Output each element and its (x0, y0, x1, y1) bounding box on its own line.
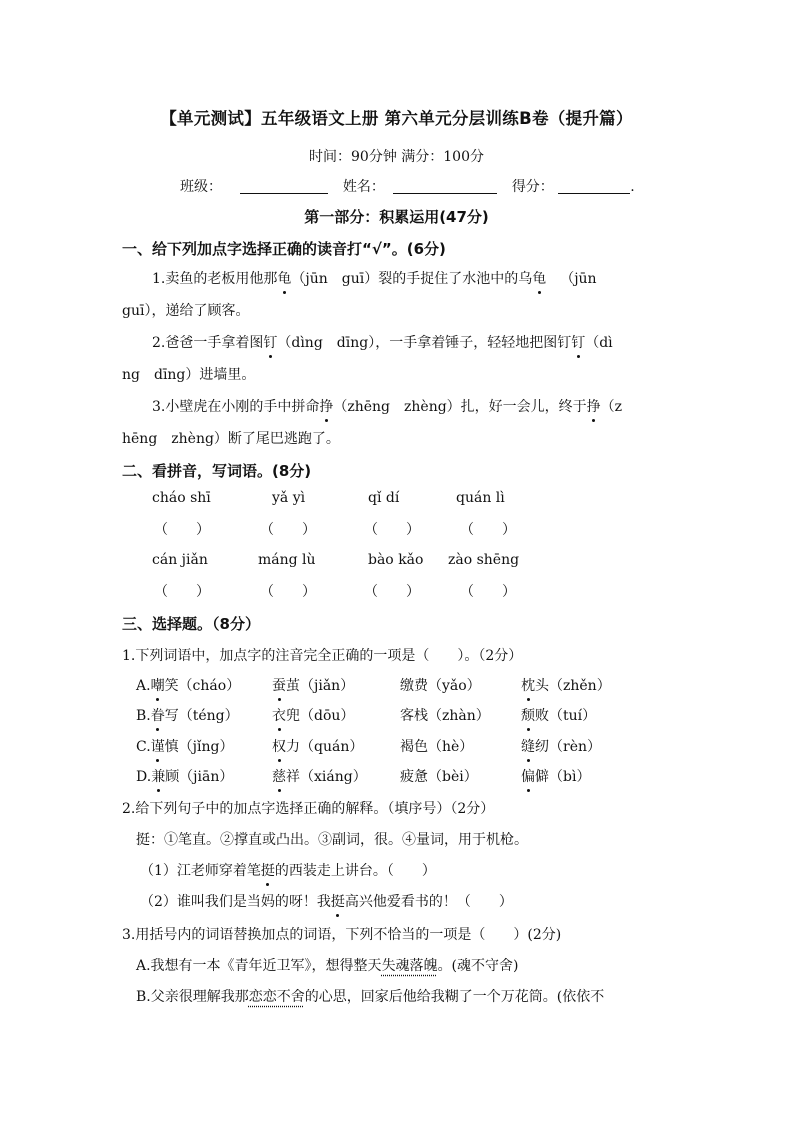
name-field[interactable] (393, 179, 497, 194)
pinyin-2: yǎ yì (272, 490, 306, 506)
option-a: A.嘲笑（cháo） (136, 675, 240, 695)
pinyin-7: bào kǎo (368, 552, 424, 568)
q1-item3-line2: hēng zhèng）断了尾巴逃跑了。 (122, 431, 340, 447)
q1-item2-line2: ng dīng）进墙里。 (122, 367, 256, 383)
q1-item2-line1: 2.爸爸一手拿着图钉（dìng dīng），一手拿着锤子，轻轻地把图钉钉（dì (152, 332, 613, 352)
class-field[interactable] (240, 179, 328, 194)
option-b: B.眷写（téng） (136, 705, 239, 725)
q1-item1-line2: guī），递给了顾客。 (122, 303, 250, 319)
q3-sub1: 1.下列词语中，加点字的注音完全正确的一项是（ ）。（2分） (122, 648, 523, 664)
q1-item1-line1: 1.卖鱼的老板用他那龟（jūn guī）裂的手捉住了水池中的乌龟 （jūn (152, 268, 597, 288)
q3-sub2-item1: （1）江老师穿着笔挺的西装走上讲台。（ ） (140, 860, 436, 880)
answer-box-1[interactable]: （ ） (154, 522, 210, 538)
score-field[interactable] (558, 179, 630, 194)
answer-box-5[interactable]: （ ） (154, 584, 210, 600)
q3-sub3: 3.用括号内的词语替换加点的词语，下列不恰当的一项是（ ）(2分) (122, 927, 562, 943)
page-title: 【单元测试】五年级语文上册 第六单元分层训练B卷（提升篇） (160, 109, 633, 128)
score-label: 得分： (511, 179, 554, 195)
q3-sub2: 2.给下列句子中的加点字选择正确的解释。（填序号）（2分） (122, 801, 495, 817)
option-c: C.谨慎（jǐng） (136, 736, 233, 756)
pinyin-3: qǐ dí (368, 490, 400, 506)
answer-box-6[interactable]: （ ） (260, 584, 316, 600)
q3-sub2-definitions: 挺：①笔直。②撑直或凸出。③副词，很。④量词，用于机枪。 (136, 832, 528, 848)
answer-box-2[interactable]: （ ） (260, 522, 316, 538)
student-info-line: 班级： 姓名： 得分： . (180, 179, 635, 195)
pinyin-8: zào shēng (448, 552, 520, 568)
pinyin-6: máng lù (258, 552, 316, 568)
pinyin-1: cháo shī (152, 490, 211, 506)
class-label: 班级： (180, 179, 222, 195)
q1-item3-line1: 3.小壁虎在小刚的手中拼命挣（zhēng zhèng）扎，好一会儿，终于挣（z (152, 396, 622, 416)
q3-sub3-option-a: A.我想有一本《青年近卫军》，想得整天失魂落魄。(魂不守舍) (136, 958, 519, 974)
part-one-heading: 第一部分：积累运用(47分) (304, 208, 489, 226)
name-label: 姓名： (342, 179, 385, 195)
q2-heading: 二、看拼音，写词语。(8分) (122, 462, 312, 480)
pinyin-4: quán lì (456, 490, 505, 506)
answer-box-4[interactable]: （ ） (460, 522, 516, 538)
q3-heading: 三、选择题。（8分） (122, 615, 260, 633)
answer-box-8[interactable]: （ ） (460, 584, 516, 600)
pinyin-5: cán jiǎn (152, 552, 208, 568)
q1-heading: 一、给下列加点字选择正确的读音打“√”。(6分) (122, 240, 446, 258)
time-score-info: 时间：90分钟 满分：100分 (309, 149, 484, 165)
option-d: D.兼顾（jiān） (136, 766, 233, 786)
answer-box-7[interactable]: （ ） (364, 584, 420, 600)
answer-box-3[interactable]: （ ） (364, 522, 420, 538)
q3-sub3-option-b: B.父亲很理解我那恋恋不舍的心思，回家后他给我糊了一个万花筒。(依依不 (136, 989, 605, 1005)
q3-sub2-item2: （2）谁叫我们是当妈的呀！我挺高兴他爱看书的！（ ） (140, 891, 513, 911)
